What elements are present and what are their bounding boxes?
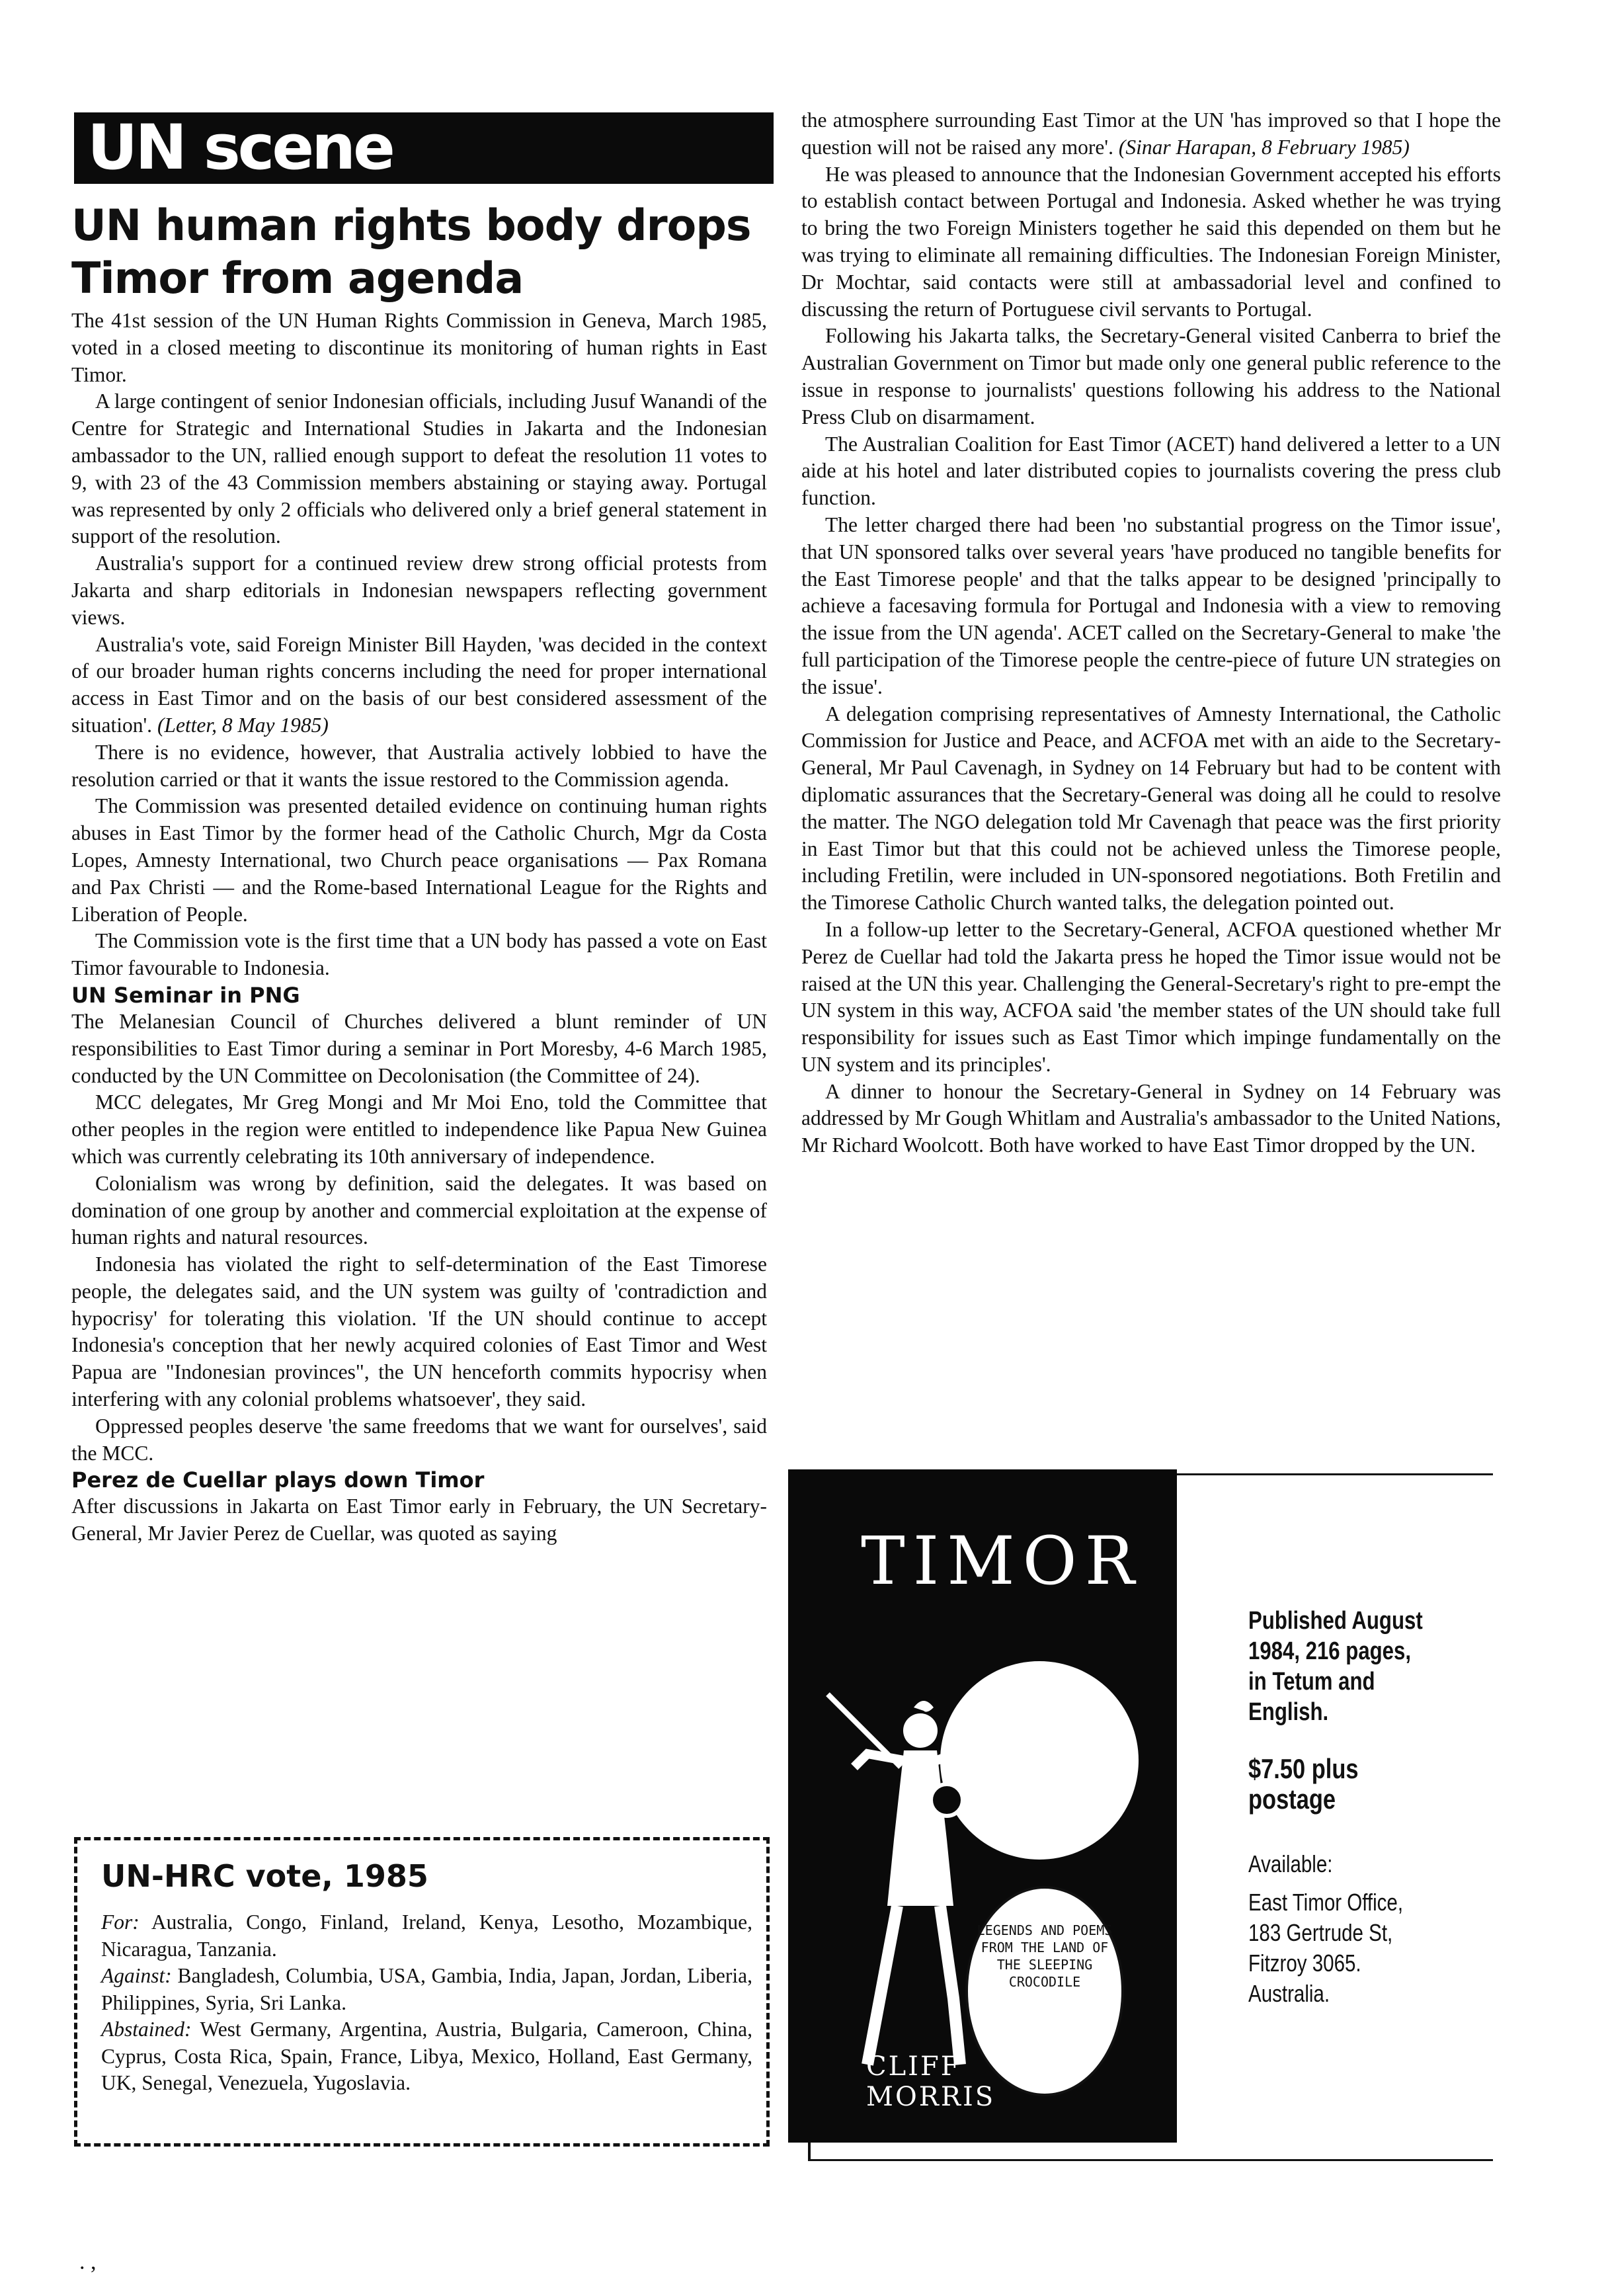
right-column bbox=[801, 107, 1501, 1159]
section-banner bbox=[74, 112, 774, 184]
citation: (Letter, 8 May 1985) bbox=[157, 713, 329, 737]
vote-abstained-list: West Germany, Argentina, Austria, Bulgaria, Cameroon, China, Cyprus, Costa Rica, Spain, France, Libya, Mexico, Holland, East Germany, UK, Senegal, Venezuela, Yugoslavia. bbox=[101, 2018, 753, 2094]
article-paragraph: The letter charged there had been 'no substantial progress on the Timor issue', that UN sponsored talks over several years 'have produced no tangible benefits for the East Timorese people' and that the talks appear to be designed 'principally to achieve a facesaving formula for Portugal and Indonesia with a view to removing the issue from the UN agenda'. ACET called on the Secretary-General to make 'the full participation of the Timorese people the centre-piece of future UN strategies on the issue'. bbox=[801, 512, 1501, 698]
book-title: TIMOR bbox=[861, 1522, 1143, 1600]
book-badge-text: LEGENDS AND POEMS FROM THE LAND OF THE SLEEPING CROCODILE bbox=[977, 1922, 1113, 1990]
article-paragraph: In a follow-up letter to the Secretary-General, ACFOA questioned whether Mr Perez de Cuellar had told the Jakarta press he hoped the Timor issue would not be raised at the UN this year. Challenging the General-Secretary's right to pre-empt the UN system in this way, ACFOA said 'the member states of the UN should take full responsibility for issues such as East Timor which impinge fundamentally on the UN system and its principles'. bbox=[801, 917, 1501, 1076]
article-paragraph: Indonesia has violated the right to self-determination of the East Timorese people, the delegates said, and the UN system was guilty of 'contradiction and hypocrisy' for tolerating this violation. 'If the UN should continue to accept Indonesia's conception that her newly acquired colonies of East Timor and West Papua are "Indonesian provinces", the UN henceforth commits hypocrisy when interfering with any colonial problems whatsoever', they said. bbox=[71, 1252, 767, 1411]
vote-against-list: Bangladesh, Columbia, USA, Gambia, India, Japan, Jordan, Liberia, Philippines, Syria, Sri Lanka. bbox=[101, 1964, 753, 2014]
article-paragraph bbox=[71, 632, 767, 739]
article-paragraph: After discussions in Jakarta on East Timor early in February, the UN Secretary-General, Mr Javier Perez de Cuellar, was quoted as saying bbox=[71, 1495, 767, 1545]
article-paragraph: A large contingent of senior Indonesian officials, including Jusuf Wanandi of the Centre for Strategic and International Studies in Jakarta and the Indonesian ambassador to the UN, rallied enough support to defeat the resolution 11 votes to 9, with 23 of the 43 Commission members abstaining or staying away. Portugal was represented by only 2 officials who delivered only a brief general statement in support of the resolution. bbox=[71, 390, 767, 548]
article-paragraph: Following his Jakarta talks, the Secretary-General visited Canberra to brief the Australian Government on Timor but made only one general public reference to the issue in response to journalists' questions following his address to the National Press Club on disarmament. bbox=[801, 324, 1501, 429]
book-author: CLIFF MORRIS bbox=[866, 2051, 996, 2112]
article-paragraph: MCC delegates, Mr Greg Mongi and Mr Moi Eno, told the Committee that other peoples in the region were entitled to independence like Papua New Guinea which was currently celebrating its 10th anniversary of independence. bbox=[71, 1090, 767, 1168]
article-paragraph: A delegation comprising representatives of Amnesty International, the Catholic Commission for Justice and Peace, and ACFOA met with an aide to the Secretary-General, Mr Paul Cavenagh, in Sydney on 14 February but had to be content with diplomatic assurances that the Secretary-General was doing all he could to resolve the matter. The NGO delegation told Mr Cavenagh that peace was the first priority in East Timor but that this could not be achieved unless the Timorese people, including Fretilin, were included in UN-sponsored negotiations. Both Fretilin and the Timorese Catholic Church wanted talks, the delegation pointed out. bbox=[801, 702, 1501, 915]
article-text: the atmosphere surrounding East Timor at the UN 'has improved so that I hope the question will not be raised any more'. bbox=[801, 108, 1501, 159]
article-paragraph: The Commission was presented detailed evidence on continuing human rights abuses in East Timor by the former head of the Catholic Church, Mgr da Costa Lopes, Amnesty International, two Church peace organisations — Pax Romana and Pax Christi — and the Rome-based International League for the Rights and Liberation of People. bbox=[71, 794, 767, 926]
vote-for-list: Australia, Congo, Finland, Ireland, Kenya, Lesotho, Mozambique, Nicaragua, Tanzania. bbox=[101, 1910, 752, 1961]
perez-subheading: Perez de Cuellar plays down Timor bbox=[71, 1467, 485, 1493]
vote-abstained-label: Abstained: bbox=[101, 2018, 192, 2041]
article-text: Australia's vote, said Foreign Minister Bill Hayden, 'was decided in the context of our broader human rights concerns including the need for proper international access in East Timor and on the basis of our best considered assessment of the situation'. bbox=[71, 632, 767, 737]
ad-details bbox=[1248, 1606, 1449, 2009]
article-paragraph: The Melanesian Council of Churches delivered a blunt reminder of UN responsibilities to East Timor during a seminar in Port Moresby, 4-6 March 1985, conducted by the UN Committee on Decolonisation (the Committee of 24). bbox=[71, 1009, 767, 1087]
left-column bbox=[71, 308, 767, 1547]
vote-for-label: For: bbox=[101, 1910, 140, 1934]
page-mark: . , bbox=[79, 2250, 97, 2274]
article-paragraph: A dinner to honour the Secretary-General in Sydney on 14 February was addressed by Mr Gough Whitlam and Australia's ambassador to the United Nations, Mr Richard Woolcott. Both have worked to have East Timor dropped by the UN. bbox=[801, 1079, 1501, 1157]
price: $7.50 plus postage bbox=[1248, 1753, 1359, 1815]
citation: (Sinar Harapan, 8 February 1985) bbox=[1118, 135, 1410, 159]
available-label: Available: bbox=[1248, 1850, 1333, 1877]
article-paragraph bbox=[801, 107, 1501, 161]
article-paragraph: He was pleased to announce that the Indonesian Government accepted his efforts to establish contact between Portugal and Indonesia. Asked whether he was trying to bring the two Foreign Ministers together he said this depended on them but he was trying to eliminate all remaining difficulties. The Indonesian Foreign Minister, Dr Mochtar, said contacts were still at ambassadorial level and confined to discussing the return of Portuguese civil servants to Portugal. bbox=[801, 162, 1501, 321]
publication-details: Published August 1984, 216 pages, in Tetum and English. bbox=[1248, 1607, 1423, 1726]
vote-box-title: UN-HRC vote, 1985 bbox=[101, 1858, 428, 1894]
article-paragraph: The 41st session of the UN Human Rights Commission in Geneva, March 1985, voted in a closed meeting to discontinue its monitoring of human rights in East Timor. bbox=[71, 309, 767, 386]
vote-box-body bbox=[101, 1909, 752, 2097]
article-paragraph: Oppressed peoples deserve 'the same freedoms that we want for ourselves', said the MCC. bbox=[71, 1414, 767, 1465]
article-paragraph: The Australian Coalition for East Timor (ACET) hand delivered a letter to a UN aide at his hotel and later distributed copies to journalists covering the press club function. bbox=[801, 432, 1501, 510]
article-paragraph: The Commission vote is the first time that a UN body has passed a vote on East Timor favourable to Indonesia. bbox=[71, 929, 767, 980]
article-paragraph: Australia's support for a continued review drew strong official protests from Jakarta and sharp editorials in Indonesian newspapers reflecting government views. bbox=[71, 552, 767, 629]
article-paragraph: Colonialism was wrong by definition, said the delegates. It was based on domination of one group by another and commercial exploitation at the expense of human rights and natural resources. bbox=[71, 1171, 767, 1249]
book-cover bbox=[788, 1469, 1177, 2143]
section-banner-title: UN scene bbox=[87, 112, 393, 184]
address: East Timor Office, 183 Gertrude St, Fitzroy 3065. Australia. bbox=[1248, 1889, 1404, 2007]
vote-against-label: Against: bbox=[101, 1964, 172, 1987]
png-subheading: UN Seminar in PNG bbox=[71, 982, 300, 1008]
vote-box bbox=[74, 1837, 770, 2147]
article-paragraph: There is no evidence, however, that Australia actively lobbied to have the resolution carried or that it wants the issue restored to the Commission agenda. bbox=[71, 740, 767, 791]
headline: UN human rights body drops Timor from agenda bbox=[71, 201, 751, 304]
